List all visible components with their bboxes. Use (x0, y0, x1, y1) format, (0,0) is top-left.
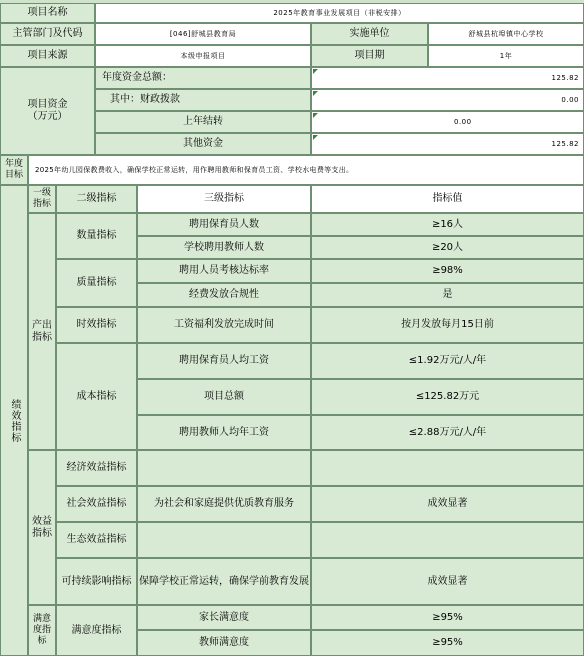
indicator-name: 聘用保育员人均工资 (137, 343, 311, 379)
cell-marker-icon (313, 135, 318, 140)
benefit-indicators-label: 效益指标 (28, 450, 56, 605)
source-value[interactable]: 本级申报项目 (95, 45, 311, 67)
dept-label: 主管部门及代码 (0, 23, 95, 45)
indicator-value[interactable]: ≥95% (311, 630, 584, 656)
satisfaction-sub-label: 满意度指标 (56, 605, 137, 656)
funds-fiscal-number: 0.00 (561, 96, 579, 104)
funds-total-label: 年度资金总额： (95, 67, 311, 89)
project-name-label: 项目名称 (0, 3, 95, 23)
indicator-value[interactable]: 按月发放每月15日前 (311, 307, 584, 343)
value-header: 指标值 (311, 185, 584, 213)
funds-label: 项目资金 （万元） (0, 67, 95, 155)
funds-other-label: 其他资金 (95, 133, 311, 155)
indicator-name: 聘用保育员人数 (137, 213, 311, 236)
indicator-value[interactable] (311, 522, 584, 558)
annual-goal-label: 年度目标 (0, 155, 28, 185)
funds-other-number: 125.82 (551, 140, 579, 148)
output-indicators-label: 产出指标 (28, 213, 56, 450)
level2-header: 二级指标 (56, 185, 137, 213)
level1-header: 一级指标 (28, 185, 56, 213)
indicator-name: 家长满意度 (137, 605, 311, 630)
indicator-value[interactable]: 成效显著 (311, 558, 584, 605)
indicator-name: 项目总额 (137, 379, 311, 415)
indicator-name: 聘用人员考核达标率 (137, 259, 311, 283)
impl-unit-label: 实施单位 (311, 23, 428, 45)
indicator-name: 保障学校正常运转，确保学前教育发展 (137, 558, 311, 605)
indicator-value[interactable]: ≥98% (311, 259, 584, 283)
indicator-name (137, 522, 311, 558)
funds-fiscal-label: 其中：财政拨款 (95, 89, 311, 111)
funds-other-value[interactable] (311, 133, 584, 155)
funds-carryover-label: 上年结转 (95, 111, 311, 133)
timeliness-indicators-label: 时效指标 (56, 307, 137, 343)
indicator-value[interactable] (311, 450, 584, 486)
indicator-name (137, 450, 311, 486)
indicator-name: 工资福利发放完成时间 (137, 307, 311, 343)
annual-goal-text[interactable]: 2025年幼儿园保教费收入，确保学校正常运转，用作聘用教师和保育员工资、学校水电费等支出。 (28, 155, 584, 185)
indicator-value[interactable]: ≤1.92万元/人/年 (311, 343, 584, 379)
period-value[interactable]: 1年 (428, 45, 584, 67)
funds-fiscal-value[interactable] (311, 89, 584, 111)
funds-carryover-number: 0.00 (454, 118, 472, 126)
quality-indicators-label: 质量指标 (56, 259, 137, 307)
ecological-benefit-label: 生态效益指标 (56, 522, 137, 558)
indicator-name: 经费发放合规性 (137, 283, 311, 307)
funds-total-number: 125.82 (551, 74, 579, 82)
indicator-value[interactable]: ≤125.82万元 (311, 379, 584, 415)
indicator-name: 教师满意度 (137, 630, 311, 656)
social-benefit-label: 社会效益指标 (56, 486, 137, 522)
funds-carryover-value[interactable] (311, 111, 584, 133)
period-label: 项目期 (311, 45, 428, 67)
cell-marker-icon (313, 91, 318, 96)
indicator-value[interactable]: ≤2.88万元/人/年 (311, 415, 584, 450)
dept-value[interactable]: [046]舒城县教育局 (95, 23, 311, 45)
cell-marker-icon (313, 69, 318, 74)
quantity-indicators-label: 数量指标 (56, 213, 137, 259)
indicator-name: 为社会和家庭提供优质教育服务 (137, 486, 311, 522)
indicator-value[interactable]: ≥16人 (311, 213, 584, 236)
indicator-name: 聘用教师人均年工资 (137, 415, 311, 450)
cell-marker-icon (313, 113, 318, 118)
indicator-value[interactable]: 是 (311, 283, 584, 307)
cost-indicators-label: 成本指标 (56, 343, 137, 450)
indicator-value[interactable]: ≥95% (311, 605, 584, 630)
satisfaction-indicators-label: 满意度指标 (28, 605, 56, 656)
source-label: 项目来源 (0, 45, 95, 67)
performance-indicators-label: 绩效指标 (0, 185, 28, 656)
project-name-value[interactable]: 2025年教育事业发展项目（非税安排） (95, 3, 584, 23)
sustainable-impact-label: 可持续影响指标 (56, 558, 137, 605)
level3-header: 三级指标 (137, 185, 311, 213)
funds-total-value[interactable] (311, 67, 584, 89)
indicator-value[interactable]: 成效显著 (311, 486, 584, 522)
impl-unit-value[interactable]: 舒城县杭埠镇中心学校 (428, 23, 584, 45)
indicator-name: 学校聘用教师人数 (137, 236, 311, 259)
economic-benefit-label: 经济效益指标 (56, 450, 137, 486)
indicator-value[interactable]: ≥20人 (311, 236, 584, 259)
